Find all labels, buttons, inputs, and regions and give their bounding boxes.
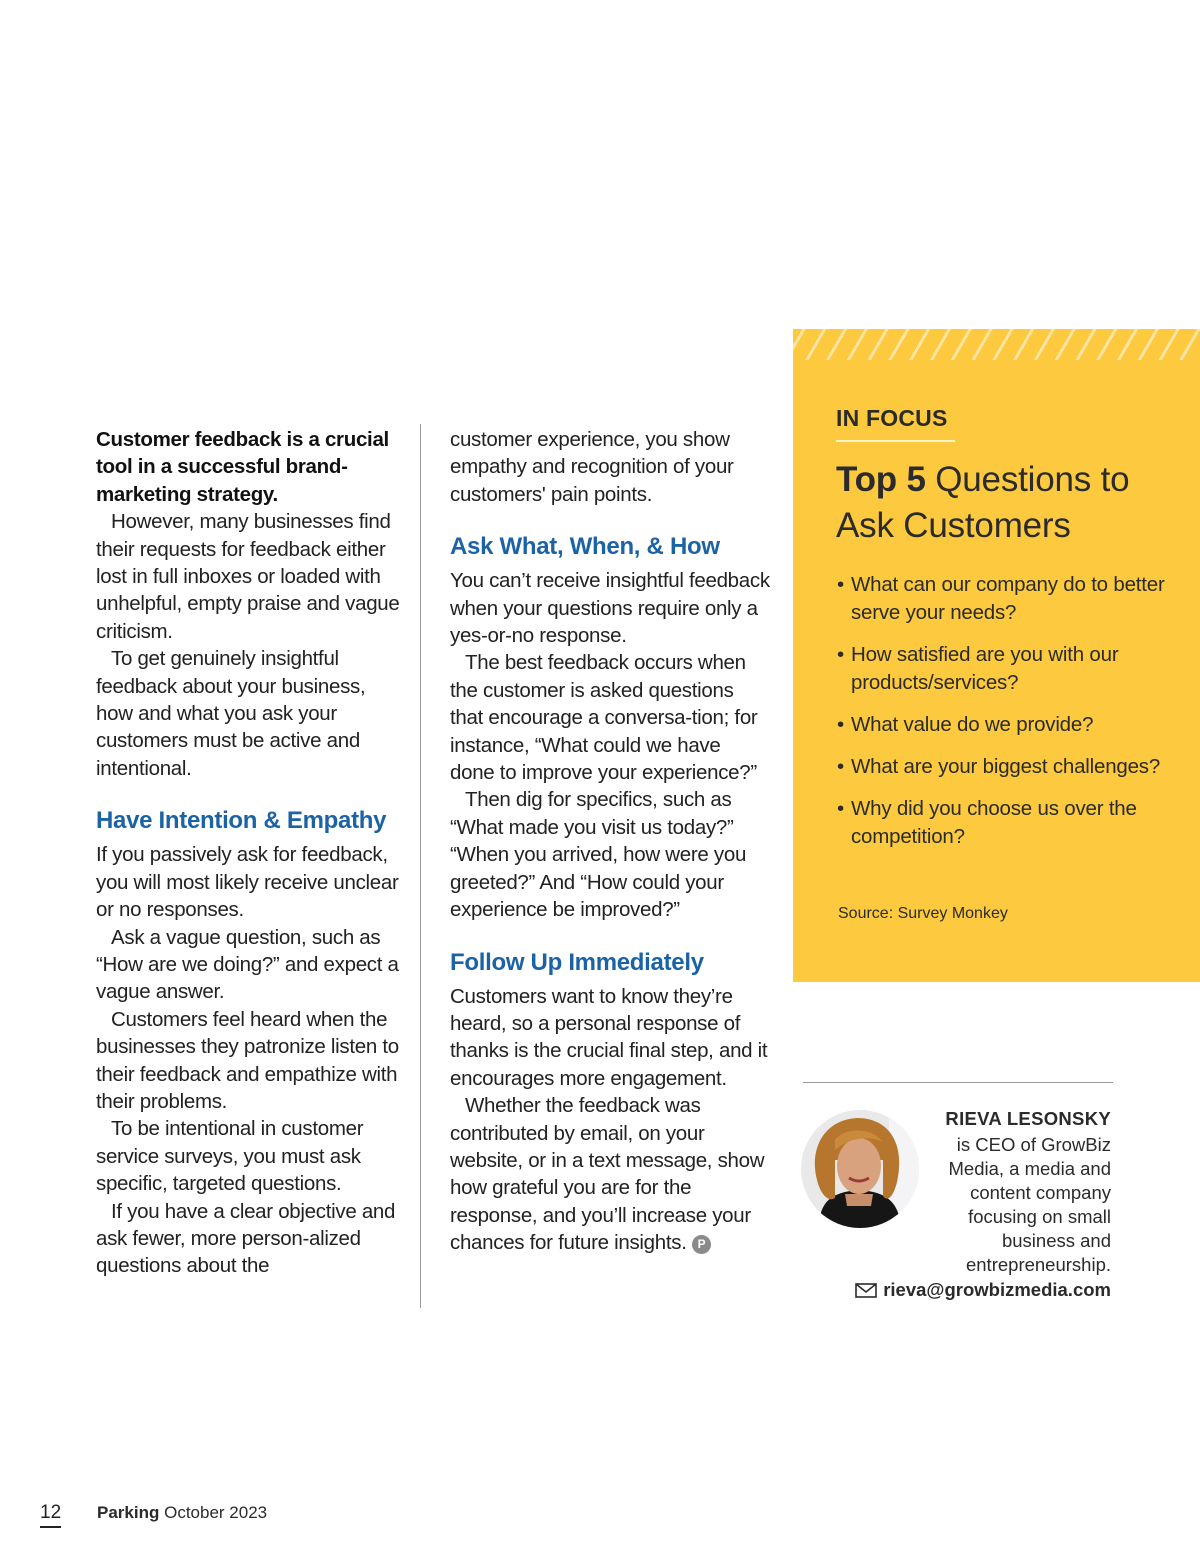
paragraph: Then dig for specifics, such as “What made you visit us today?” “When you arrived, how were you greeted?” And “How could your experience be improved?” (450, 788, 747, 922)
sidebar-kicker: IN FOCUS (836, 405, 948, 431)
column-divider (420, 424, 421, 1308)
sidebar-title (836, 457, 1176, 549)
list-item (836, 711, 1166, 739)
in-focus-sidebar (793, 329, 1200, 982)
paragraph: The best feedback occurs when the customer is asked questions that encourage a conversa-tion; for instance, “What could we have done to improve your experience?” (450, 651, 758, 785)
article-lead: Customer feedback is a crucial tool in a successful brand-marketing strategy. (96, 428, 389, 506)
question-text: What are your biggest challenges? (851, 755, 1161, 778)
paragraph: If you have a clear objective and ask fewer, more person-alized questions about the (96, 1199, 396, 1278)
author-email-text[interactable]: rieva@growbizmedia.com (883, 1279, 1111, 1300)
paragraph-text: Whether the feedback was contributed by email, on your website, or in a text message, show how grateful you are for the response, and you’ll increase your chances for future insights. (450, 1094, 765, 1255)
mail-icon (855, 1281, 877, 1303)
author-divider (803, 1082, 1113, 1083)
paragraph: If you passively ask for feedback, you will most likely receive unclear or no responses. (96, 843, 399, 922)
end-mark-icon: P (692, 1235, 711, 1254)
article-column-1 (96, 426, 402, 1280)
paragraph: You can’t receive insightful feedback when your questions require only a yes-or-no response. (450, 569, 770, 648)
author-email[interactable] (855, 1279, 1111, 1303)
bullet-icon: • (837, 643, 844, 666)
paragraph: However, many businesses find their requests for feedback either lost in full inboxes or loaded with unhelpful, empty praise and vague criticism. (96, 510, 400, 643)
question-text: What value do we provide? (851, 713, 1094, 736)
author-bio: is CEO of GrowBiz Media, a media and content company focusing on small business and entrepreneurship. (948, 1134, 1111, 1275)
sidebar-source: Source: Survey Monkey (838, 905, 1008, 922)
magazine-name: Parking (97, 1503, 160, 1522)
paragraph: Ask a vague question, such as “How are we doing?” and expect a vague answer. (96, 925, 399, 1004)
list-item (836, 753, 1166, 781)
paragraph: customer experience, you show empathy and recognition of your customers' pain points. (450, 428, 734, 506)
page-number: 12 (40, 1502, 62, 1523)
list-item (836, 795, 1166, 851)
paragraph: Customers feel heard when the businesses they patronize listen to their feedback and empathize with their problems. (96, 1007, 399, 1113)
paragraph: To get genuinely insightful feedback about your business, how and what you ask your customers must be active and intentional. (96, 647, 366, 780)
issue-date: October 2023 (164, 1503, 268, 1522)
question-text: How satisfied are you with our products/services? (851, 643, 1119, 694)
sidebar-title-rest: Questions to Ask Customers (836, 460, 1130, 545)
bullet-icon: • (837, 573, 844, 596)
question-text: Why did you choose us over the competition? (851, 797, 1137, 848)
sidebar-title-bold: Top 5 (836, 460, 926, 499)
section-heading-follow-up: Follow Up Immediately (450, 948, 704, 976)
question-text: What can our company do to better serve your needs? (851, 573, 1165, 624)
author-name: RIEVA LESONSKY (945, 1108, 1111, 1129)
bullet-icon: • (837, 797, 844, 820)
footer-magazine (97, 1503, 267, 1523)
page-number-underline (40, 1526, 61, 1528)
paragraph: Customers want to know they’re heard, so a personal response of thanks is the crucial final step, and it encourages more engagement. (450, 984, 768, 1090)
questions-list (836, 571, 1166, 865)
list-item (836, 641, 1166, 697)
paragraph (450, 1092, 770, 1256)
bullet-icon: • (837, 755, 844, 778)
kicker-underline (836, 440, 955, 442)
stripe-pattern (793, 329, 1200, 360)
section-heading-ask: Ask What, When, & How (450, 533, 720, 561)
list-item (836, 571, 1166, 627)
article-column-2 (450, 426, 770, 1257)
paragraph: To be intentional in customer service surveys, you must ask specific, targeted questions. (96, 1117, 364, 1196)
section-heading-intention: Have Intention & Empathy (96, 807, 387, 835)
bullet-icon: • (837, 713, 844, 736)
